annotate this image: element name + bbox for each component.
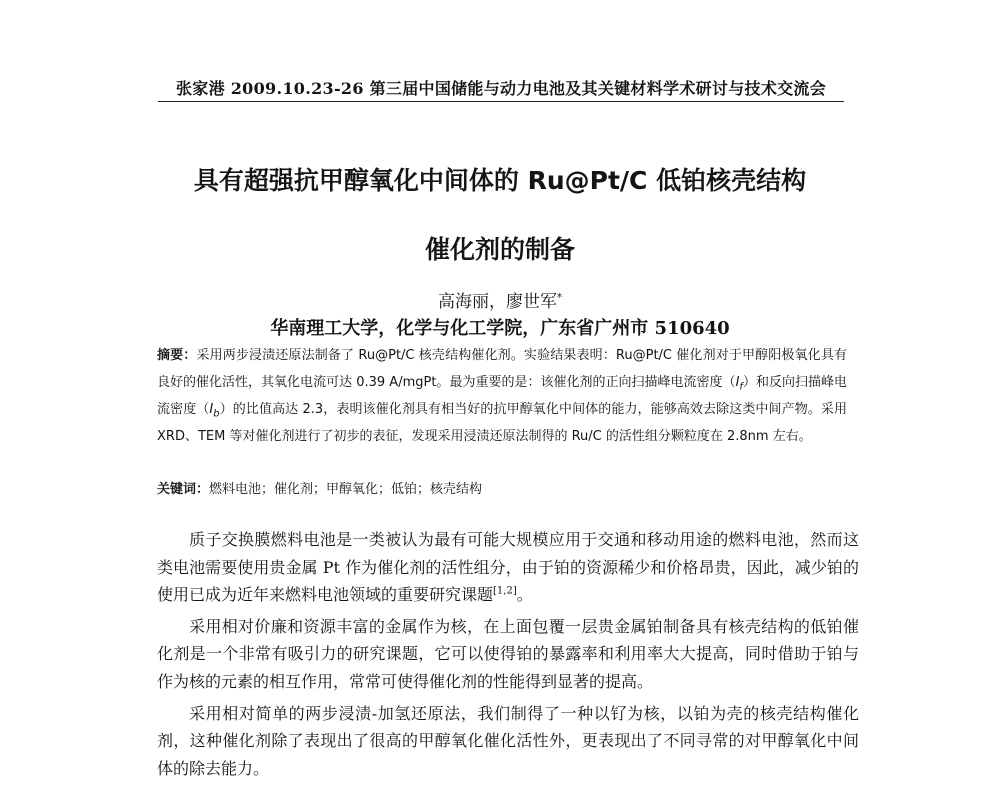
keywords-text: 燃料电池；催化剂；甲醇氧化；低铂；核壳结构 [209,482,483,497]
abstract-label: 摘要： [157,348,197,363]
body-paragraph-2: 采用相对价廉和资源丰富的金属作为核，在上面包覆一层贵金属铂制备具有核壳结构的低铂催化剂是一个非常有吸引力的研究课题，它可以使得铂的暴露率和利用率大大提高，同时借助于铂与作为核的元素的相互作用，常常可使得催化剂的性能得到显著的提高。 [157,616,859,691]
body-paragraph-1 [157,526,859,609]
corresponding-author-mark: * [557,292,562,304]
paper-title-line-1: 具有超强抗甲醇氧化中间体的 Ru@Pt/C 低铂核壳结构 [193,166,807,195]
forward-current-symbol: I [735,375,740,390]
body-paragraph-1-end: 。 [516,585,533,605]
abstract-text-2: ）和反向扫描峰电流密度（ [157,375,847,417]
abstract-text-3: ）的比值高达 2.3，表明该催化剂具有相当好的抗甲醇氧化中间体的能力，能够高效去除这类中间产物。采用 XRD、TEM 等对催化剂进行了初步的表征，发现采用浸渍还原法制得的 Ru/C 的活性组分颗粒度在 2.8nm 左右。 [157,402,847,444]
backward-current-symbol: I [209,402,214,417]
forward-current-subscript: f [739,381,743,393]
body-paragraph-3: 采用相对简单的两步浸渍-加氢还原法，我们制得了一种以钌为核，以铂为壳的核壳结构催化剂，这种催化剂除了表现出了很高的甲醇氧化催化活性外，更表现出了不同寻常的对甲醇氧化中间体的除去能力。 [157,703,859,778]
header-rule [158,101,844,102]
body-text [157,526,859,786]
abstract [157,342,847,450]
abstract-text-1: 采用两步浸渍还原法制备了 Ru@Pt/C 核壳结构催化剂。实验结果表明：Ru@Pt/C 催化剂对于甲醇阳极氧化具有良好的催化活性，其氧化电流可达 0.39 A/mgPt。最为重要的是：该催化剂的正向扫描峰电流密度（ [157,348,847,390]
affiliation: 华南理工大学，化学与化工学院，广东省广州市 510640 [270,318,730,339]
keywords-label: 关键词： [157,482,210,497]
body-paragraph-1-text: 质子交换膜燃料电池是一类被认为最有可能大规模应用于交通和移动用途的燃料电池，然而这类电池需要使用贵金属 Pt 作为催化剂的活性组分，由于铂的资源稀少和价格昂贵，因此，减少铂的使用已成为近年来燃料电池领域的重要研究课题 [157,530,859,605]
keywords [157,478,847,497]
author-names: 高海丽，廖世军 [438,292,557,312]
authors [0,287,1000,312]
conference-header: 张家港 2009.10.23-26 第三届中国储能与动力电池及其关键材料学术研讨与技术交流会 [175,79,827,98]
citation-ref: [1,2] [493,585,517,597]
backward-current-subscript: b [213,408,220,420]
paper-title-line-2: 催化剂的制备 [424,235,575,264]
